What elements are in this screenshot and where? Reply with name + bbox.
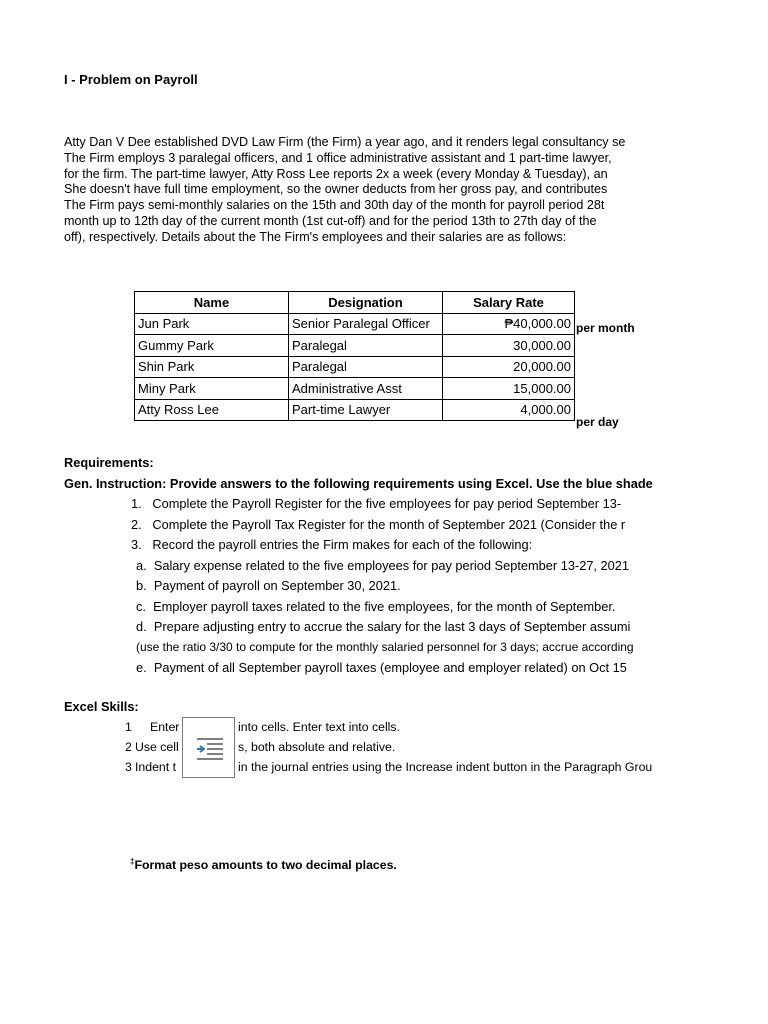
item-text: Complete the Payroll Register for the five employees for pay period September 13- — [152, 496, 622, 511]
cell-name: Atty Ross Lee — [135, 399, 289, 421]
item-number: 1. — [131, 496, 142, 511]
requirement-item-d — [136, 619, 630, 634]
table-row — [135, 378, 575, 400]
item-number: 2. — [131, 517, 142, 532]
footnote — [130, 857, 397, 872]
item-number: 3. — [131, 537, 142, 552]
skill-item-2-left: Use cell — [135, 740, 179, 754]
table-row — [135, 356, 575, 378]
rate-note-per-month: per month — [576, 321, 635, 335]
requirement-item-a — [136, 558, 629, 573]
table-header-row — [135, 292, 575, 314]
ratio-note: (use the ratio 3/30 to compute for the monthly salaried personnel for 3 days; accrue according — [136, 640, 634, 654]
general-instruction: Gen. Instruction: Provide answers to the following requirements using Excel. Use the blue shade — [64, 476, 653, 491]
item-letter: b. — [136, 578, 147, 593]
footnote-mark: ‡ — [130, 857, 135, 866]
cell-salary-rate: 4,000.00 — [443, 399, 575, 421]
rate-note-per-day: per day — [576, 415, 619, 429]
cell-name: Jun Park — [135, 313, 289, 335]
item-text: Employer payroll taxes related to the five employees, for the month of September. — [153, 599, 616, 614]
item-letter: d. — [136, 619, 147, 634]
column-header-name: Name — [135, 292, 289, 314]
salary-table — [134, 291, 575, 421]
table-row — [135, 399, 575, 421]
cell-designation: Paralegal — [289, 335, 443, 357]
skill-item-1-number: 1 — [125, 720, 132, 734]
skill-item-2-right: s, both absolute and relative. — [238, 740, 396, 754]
item-letter: e. — [136, 660, 147, 675]
cell-name: Shin Park — [135, 356, 289, 378]
requirement-item-2 — [131, 517, 625, 532]
skill-item-3-right: in the journal entries using the Increase indent button in the Paragraph Grou — [238, 760, 653, 774]
requirements-heading: Requirements: — [64, 455, 154, 470]
intro-line: The Firm pays semi-monthly salaries on the 15th and 30th day of the month for payroll period 28t — [64, 198, 605, 213]
intro-line: Atty Dan V Dee established DVD Law Firm (the Firm) a year ago, and it renders legal consultancy se — [64, 135, 626, 149]
column-header-designation: Designation — [289, 292, 443, 314]
requirement-item-e — [136, 660, 627, 675]
intro-line: She doesn't have full time employment, so the owner deducts from her gross pay, and contributes — [64, 182, 608, 197]
item-letter: a. — [136, 558, 147, 573]
requirement-item-3 — [131, 537, 532, 552]
skill-item-3-number: 3 — [125, 760, 132, 774]
footnote-text: Format peso amounts to two decimal places. — [134, 858, 397, 873]
cell-designation: Paralegal — [289, 356, 443, 378]
skill-item-3-left: Indent t — [135, 760, 177, 774]
increase-indent-icon — [182, 717, 235, 778]
item-text: Salary expense related to the five employees for pay period September 13-27, 2021 — [153, 558, 630, 573]
cell-name: Miny Park — [135, 378, 289, 400]
cell-designation: Part-time Lawyer — [289, 399, 443, 421]
item-text: Complete the Payroll Tax Register for the month of September 2021 (Consider the r — [152, 517, 626, 532]
item-text: Payment of payroll on September 30, 2021. — [153, 578, 401, 593]
skill-item-1-left: Enter — [150, 720, 180, 734]
item-letter: c. — [136, 599, 146, 614]
column-header-salary-rate: Salary Rate — [443, 292, 575, 314]
cell-salary-rate: 30,000.00 — [443, 335, 575, 357]
table-row — [135, 335, 575, 357]
cell-salary-rate: 15,000.00 — [443, 378, 575, 400]
increase-indent-glyph — [197, 738, 223, 760]
intro-line: off), respectively. Details about the The Firm's employees and their salaries are as follows: — [64, 229, 567, 244]
cell-name: Gummy Park — [135, 335, 289, 357]
skill-item-1-right: into cells. Enter text into cells. — [238, 720, 400, 734]
cell-designation: Senior Paralegal Officer — [289, 313, 443, 335]
intro-paragraph — [64, 135, 625, 246]
cell-salary-rate: ₱40,000.00 — [443, 313, 575, 335]
cell-salary-rate: 20,000.00 — [443, 356, 575, 378]
requirement-item-b — [136, 578, 401, 593]
requirement-item-c — [136, 599, 615, 614]
item-text: Record the payroll entries the Firm makes for each of the following: — [152, 537, 533, 552]
excel-skills-heading: Excel Skills: — [64, 699, 139, 714]
cell-designation: Administrative Asst — [289, 378, 443, 400]
intro-line: month up to 12th day of the current month (1st cut-off) and for the period 13th to 27th day of the — [64, 213, 597, 228]
table-row — [135, 313, 575, 335]
intro-line: The Firm employs 3 paralegal officers, and 1 office administrative assistant and 1 part-time lawyer, — [64, 150, 612, 165]
item-text: Prepare adjusting entry to accrue the salary for the last 3 days of September assumi — [153, 619, 631, 634]
page-title: I - Problem on Payroll — [64, 72, 198, 87]
skill-item-2-number: 2 — [125, 740, 132, 754]
item-text: Payment of all September payroll taxes (employee and employer related) on Oct 15 — [153, 660, 627, 675]
intro-line: for the firm. The part-time lawyer, Atty Ross Lee reports 2x a week (every Monday & Tuesday), an — [64, 166, 608, 181]
requirement-item-1 — [131, 496, 621, 511]
